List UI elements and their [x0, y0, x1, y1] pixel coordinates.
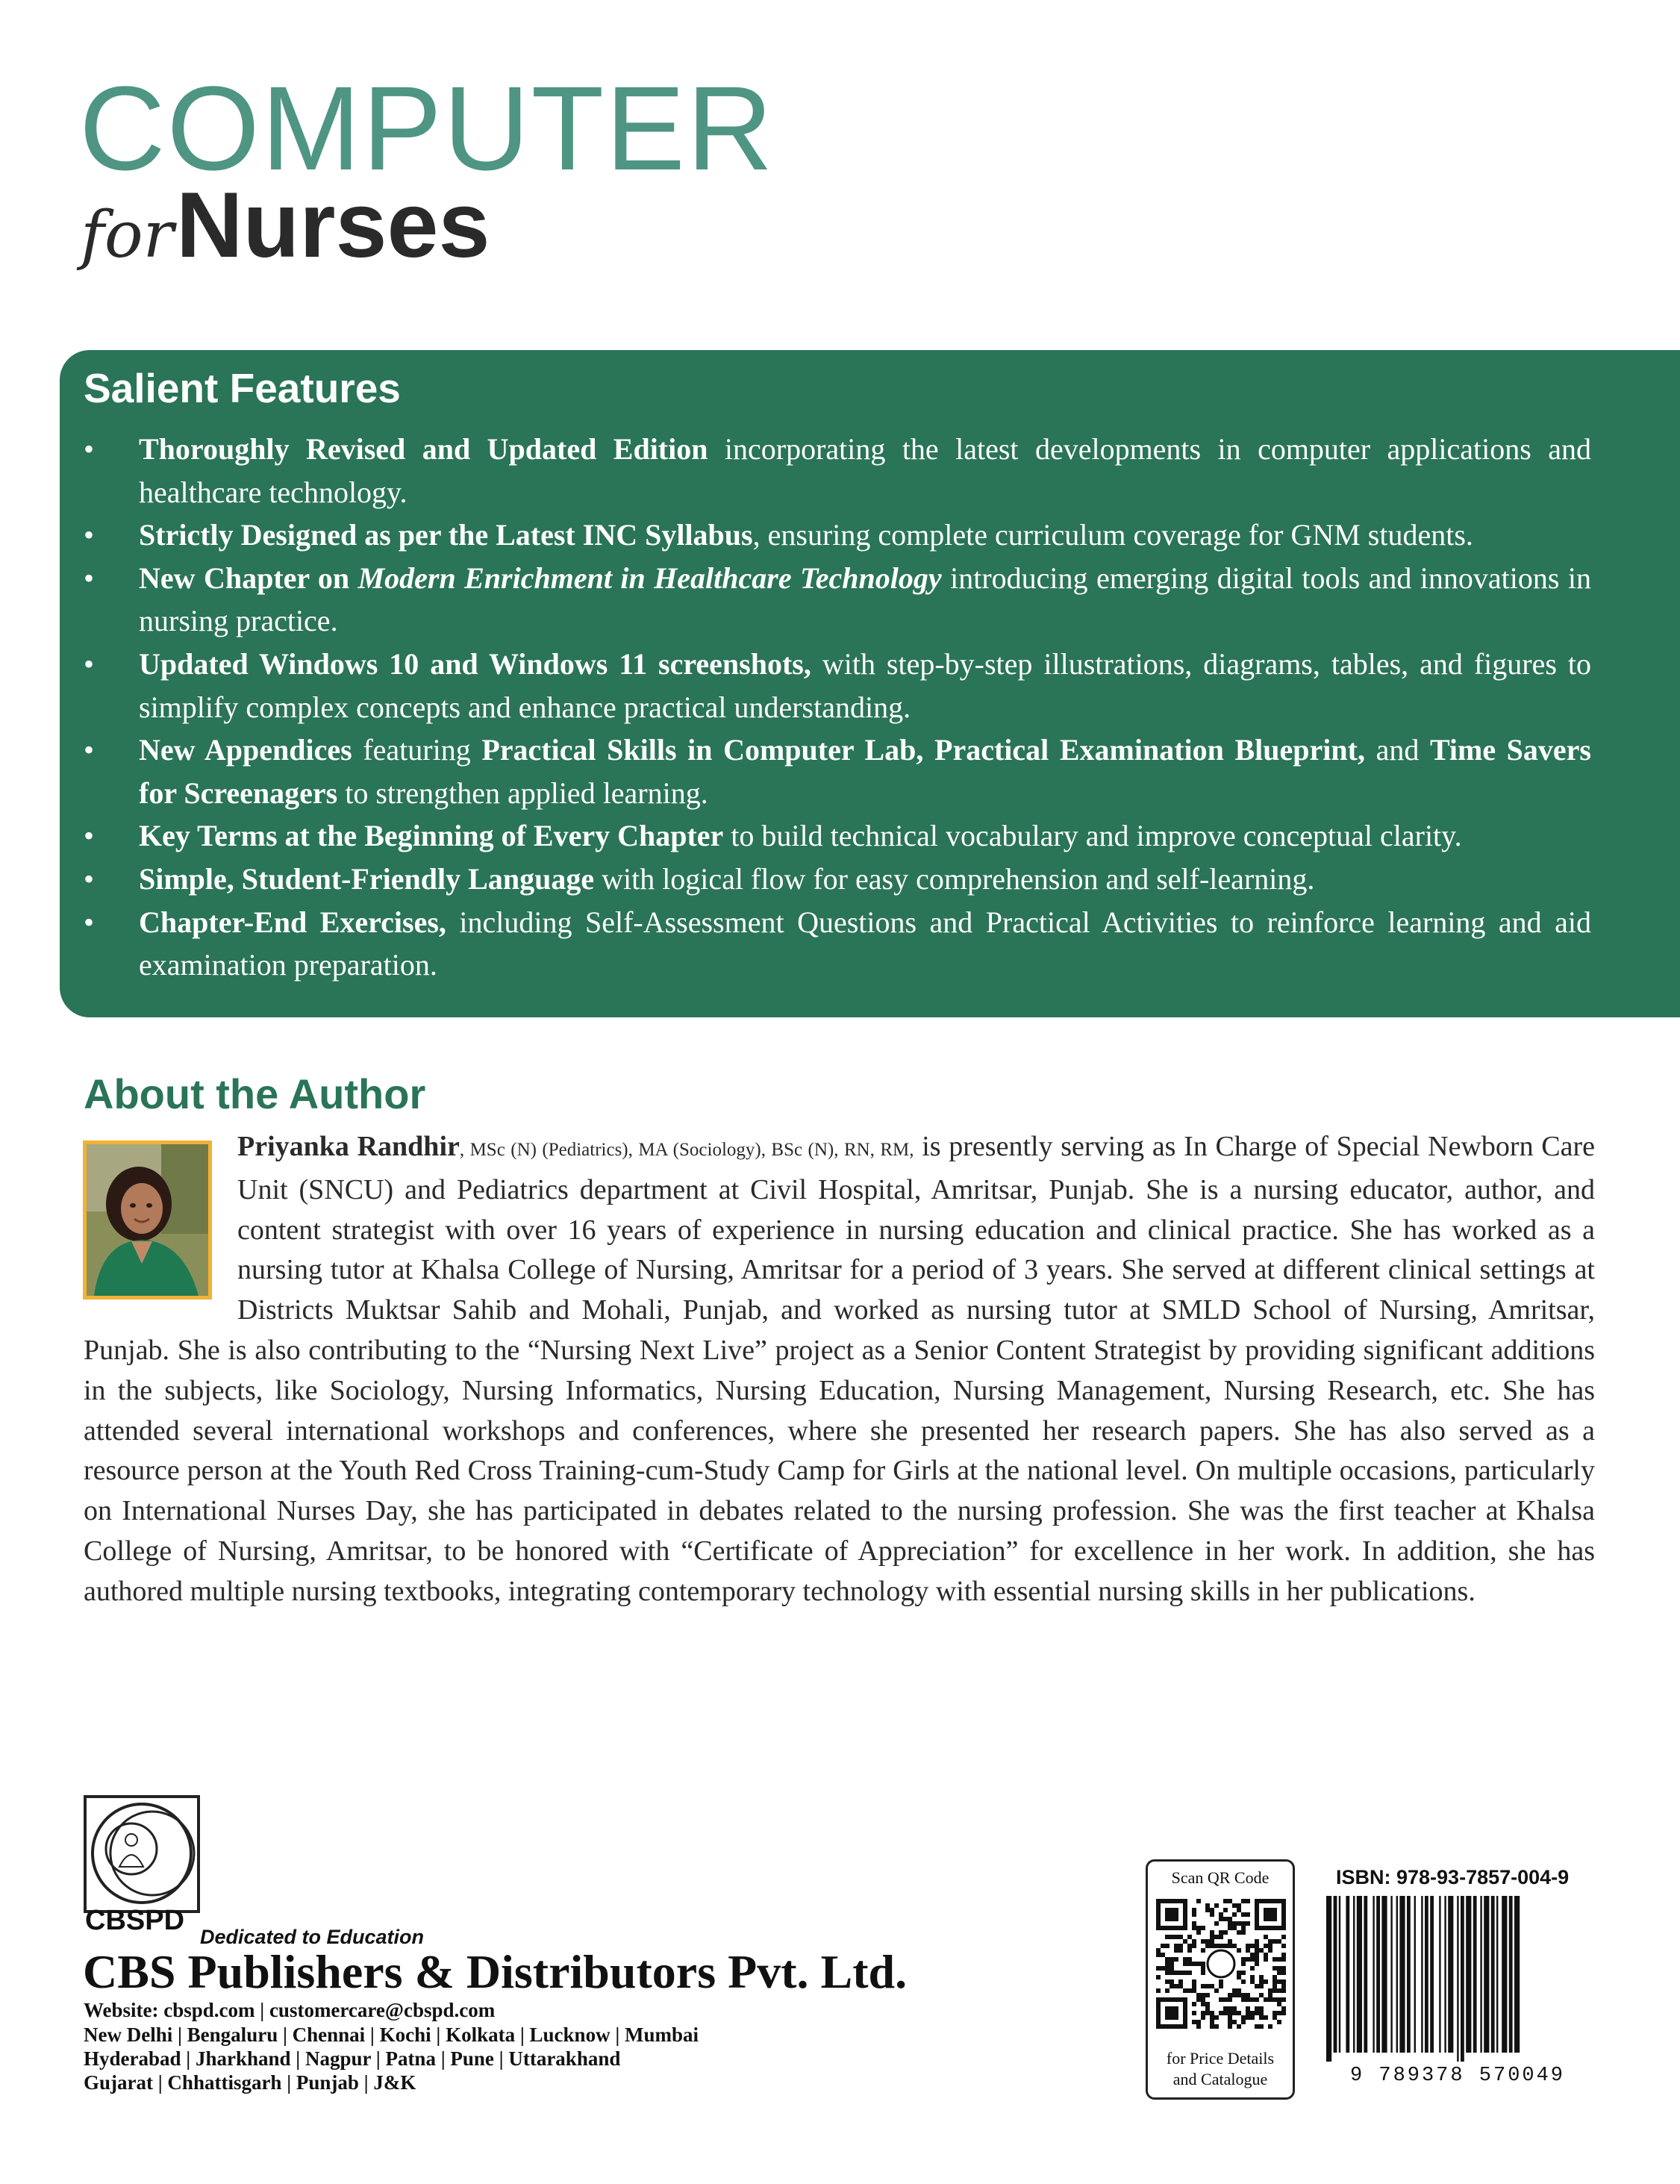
qr-caption-top: Scan QR Code	[1171, 1868, 1270, 1887]
feature-item	[84, 514, 1591, 557]
salient-features-heading: Salient Features	[84, 365, 401, 411]
publisher-cities-line-3: Gujarat | Chhattisgarh | Punjab | J&K	[84, 2071, 416, 2094]
feature-item	[84, 814, 1591, 858]
publisher-logo	[84, 1795, 200, 1913]
barcode-icon	[1323, 1896, 1592, 2062]
feature-item	[84, 728, 1591, 814]
author-qualifications: , MSc (N) (Pediatrics), MA (Sociology), BSc (N), RN, RM,	[459, 1140, 914, 1160]
publisher-tagline: Dedicated to Education	[200, 1926, 425, 1948]
author-name: Priyanka Randhir	[237, 1131, 460, 1162]
feature-text: with step-by-step illustrations, diagrams, tables, and figures to simplify complex concepts and enhance practical understanding.	[139, 646, 1592, 724]
feature-text: including Self-Assessment Questions and Practical Activities to reinforce learning and aid examination preparation.	[139, 905, 1592, 982]
publisher-abbreviation: CBSPD	[85, 1905, 185, 1936]
book-subtitle: Nurses	[176, 174, 490, 277]
publisher-cities-line-2: Hyderabad | Jharkhand | Nagpur | Patna | Pune | Uttarakhand	[84, 2047, 621, 2070]
bullet-icon: •	[84, 733, 95, 767]
feature-item	[84, 428, 1591, 514]
author-bio	[84, 1127, 1595, 1612]
feature-text: with logical flow for easy comprehension and self-learning.	[594, 861, 1315, 896]
feature-item	[84, 557, 1591, 643]
bullet-icon: •	[84, 861, 95, 896]
qr-code-icon	[1156, 1899, 1286, 2029]
feature-text: , ensuring complete curriculum coverage for GNM students.	[752, 518, 1473, 552]
publisher-cities-line-1: New Delhi | Bengaluru | Chennai | Kochi | Kolkata | Lucknow | Mumbai	[84, 2024, 699, 2046]
feature-text: Practical Skills in Computer Lab, Practical Examination Blueprint,	[481, 733, 1365, 767]
photo-spacer	[84, 1127, 237, 1323]
qr-code-box	[1146, 1859, 1295, 2100]
isbn-label: ISBN: 978-93-7857-004-9	[1336, 1866, 1570, 1888]
feature-text: Chapter-End Exercises,	[139, 905, 446, 939]
about-author-heading: About the Author	[84, 1070, 426, 1117]
feature-text: Key Terms at the Beginning of Every Chapter	[139, 819, 724, 853]
feature-text: and	[1364, 733, 1430, 767]
bullet-icon: •	[84, 432, 95, 466]
feature-text: to build technical vocabulary and improve conceptual clarity.	[723, 819, 1462, 853]
feature-text: Thoroughly Revised and Updated Edition	[139, 432, 708, 466]
bullet-icon: •	[84, 646, 95, 681]
feature-text: featuring	[352, 733, 482, 767]
author-bio-text: is presently serving as In Charge of Special Newborn Care Unit (SNCU) and Pediatrics department at Civil Hospital, Amritsar, Punjab. She is a nursing educator, author, and content strategist with over 16 years of experience in nursing education and clinical practice. She has worked as a nursing tutor at Khalsa College of Nursing, Amritsar for a period of 3 years. She served at different clinical settings at Districts Muktsar Sahib and Mohali, Punjab, and worked as nursing tutor at SMLD School of Nursing, Amritsar, Punjab. She is also contributing to the “Nursing Next Live” project as a Senior Content Strategist by providing significant additions in the subjects, like Sociology, Nursing Informatics, Nursing Education, Nursing Management, Nursing Research, etc. She has attended several international workshops and conferences, where she presented her research papers. She has also served as a resource person at the Youth Red Cross Training-cum-Study Camp for Girls at the national level. On multiple occasions, particularly on International Nurses Day, she has participated in debates related to the nursing profession. She was the first teacher at Khalsa College of Nursing, Amritsar, to be honored with “Certificate of Appreciation” for excellence in her work. In addition, she has authored multiple nursing textbooks, integrating contemporary technology with essential nursing skills in her publications.	[84, 1131, 1595, 1607]
feature-text: Strictly Designed as per the Latest INC Syllabus	[139, 518, 753, 552]
feature-text: Updated Windows 10 and Windows 11 screenshots,	[139, 646, 811, 681]
title-for-word: for	[81, 198, 174, 272]
feature-text: Time Savers for Screenagers	[139, 733, 1591, 810]
feature-text: incorporating the latest developments in computer applications and healthcare technology.	[139, 432, 1591, 509]
feature-text: introducing emerging digital tools and innovations in nursing practice.	[139, 561, 1591, 638]
publisher-name: CBS Publishers & Distributors Pvt. Ltd.	[83, 1945, 908, 1998]
feature-item	[84, 901, 1591, 987]
bullet-icon: •	[84, 905, 95, 939]
publisher-emblem-icon	[87, 1798, 197, 1910]
feature-text: Modern Enrichment in Healthcare Technology	[357, 561, 942, 595]
features-list	[84, 428, 1591, 987]
feature-text: Simple, Student-Friendly Language	[139, 861, 595, 896]
bullet-icon: •	[84, 819, 95, 853]
barcode-digits: 9 789378 570049	[1349, 2065, 1566, 2087]
publisher-contact: Website: cbspd.com | customercare@cbspd.com	[84, 1999, 496, 2021]
book-title: COMPUTER	[79, 61, 775, 195]
feature-item	[84, 643, 1591, 728]
qr-caption-bottom-1: for Price Details	[1166, 2049, 1275, 2068]
feature-item	[84, 858, 1591, 901]
salient-features-panel	[60, 350, 1680, 1017]
bullet-icon: •	[84, 561, 95, 595]
feature-text: New Appendices	[139, 733, 352, 767]
feature-text: New Chapter on	[139, 561, 358, 595]
feature-text: to strengthen applied learning.	[337, 776, 708, 810]
qr-caption-bottom-2: and Catalogue	[1172, 2070, 1268, 2088]
bullet-icon: •	[84, 518, 95, 552]
